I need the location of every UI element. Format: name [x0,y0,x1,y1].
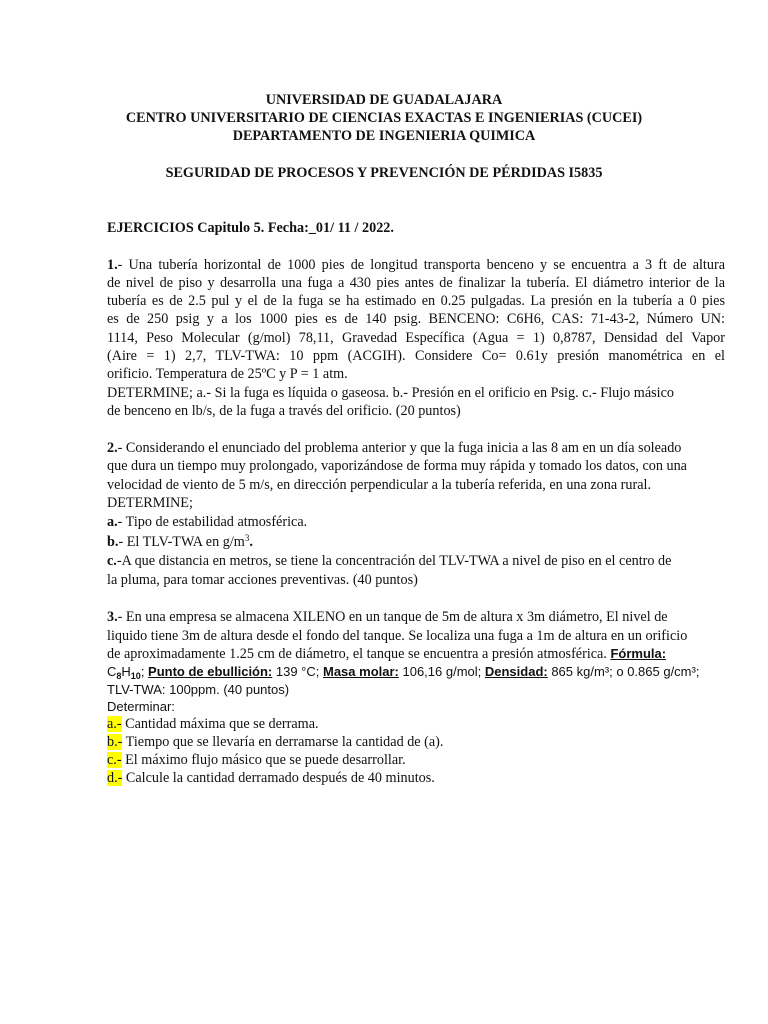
q1-line-8: DETERMINE; a.- Si la fuga es líquida o gaseosa. b.- Presión en el orificio en Psig. c.- Flujo másico [107,385,674,401]
q1-line-4: es de 250 psig y a los 1000 pies es de 140 psig. BENCENO: C6H6, CAS: 71-43-2, Número UN: [107,311,725,327]
q3-item-d: d.- Calcule la cantidad derramado después de 40 minutos. [107,770,435,786]
q1-line-9: de benceno en lb/s, de la fuga a través del orificio. (20 puntos) [107,403,461,419]
q1-line-5: 1114, Peso Molecular (g/mol) 78,11, Gravedad Específica (Agua = 1) 0,8787, Densidad del Vapor [107,330,725,346]
q3-item-b: b.- Tiempo que se llevaría en derramarse la cantidad de (a). [107,734,444,750]
q2-line-4: DETERMINE; [107,495,193,511]
density-label: Densidad: [484,664,548,679]
q3-determinar: Determinar: [107,699,175,714]
q3-item-a: a.- Cantidad máxima que se derrama. [107,716,319,732]
q3-d-label: d.- [107,770,123,786]
q2-number: 2. [107,440,118,456]
q2-a-label: a. [107,514,118,530]
q3-line-3: de aproximadamente 1.25 cm de diámetro, el tanque se encuentra a presión atmosférica. Fórmula: [107,646,667,662]
boiling-point-label: Punto de ebullición: [148,664,273,679]
q3-b-label: b.- [107,734,123,750]
course-title: SEGURIDAD DE PROCESOS Y PREVENCIÓN DE PÉRDIDAS I5835 [165,165,603,181]
q1-number: 1. [107,257,118,273]
q3-line-2: liquido tiene 3m de altura desde el fondo del tanque. Se localiza una fuga a 1m de altura en un orificio [107,628,688,644]
q3-properties-line: $C_8H_{10}$; Punto de ebullición: 139 °C; Masa molar: 106,16 g/mol; Densidad: 865 kg/m³; o 0.865 g/cm³; [107,664,700,681]
q1-line-6: (Aire = 1) 2,7, TLV-TWA: 10 ppm (ACGIH). Considere Co= 0.61y presión manométrica en el [107,348,725,364]
q3-a-label: a.- [107,716,122,732]
center-name: CENTRO UNIVERSITARIO DE CIENCIAS EXACTAS E INGENIERIAS (CUCEI) [125,110,643,126]
q3-c-label: c.- [107,752,122,768]
q2-item-a: a.- Tipo de estabilidad atmosférica. [107,514,308,530]
q3-line-1: 3.- En una empresa se almacena XILENO en un tanque de 5m de altura x 3m diámetro, El nivel de [107,609,668,625]
q2-line-1: 2.- Considerando el enunciado del problema anterior y que la fuga inicia a las 8 am en un día soleado [107,440,682,456]
formula-label: Fórmula: [610,646,667,661]
q3-item-c: c.- El máximo flujo másico que se puede desarrollar. [107,752,406,768]
q2-line-2: que dura un tiempo muy prolongado, vaporizándose de forma muy rápida y tomado los datos, con una [107,458,687,474]
q1-line-2: de nivel de piso y desarrolla una fuga a 430 pies antes de finalizar la tubería. El diámetro interior de la [107,275,725,291]
q1-line-7: orificio. Temperatura de 25ºC y P = 1 atm. [107,366,348,382]
q1-line-3: tubería es de 2.5 pul y el de la fuga se ha estimado en 0.25 pulgadas. La presión en la tubería a 0 pies [107,293,725,309]
q3-tlv-line: TLV-TWA: 100ppm. (40 puntos) [107,682,290,697]
university-name: UNIVERSIDAD DE GUADALAJARA [265,92,503,108]
department-name: DEPARTAMENTO DE INGENIERIA QUIMICA [232,128,536,144]
q1-line-1: 1.- Una tubería horizontal de 1000 pies de longitud transporta benceno y se encuentra a 3 ft de altura [107,257,725,273]
q2-c-label: c. [107,553,117,569]
exercises-title: EJERCICIOS Capitulo 5. Fecha:_01/ 11 / 2022. [107,220,394,236]
q3-number: 3. [107,609,118,625]
q2-line-3: velocidad de viento de 5 m/s, en dirección perpendicular a la tubería referida, en una zona rural. [107,477,652,493]
q2-b-label: b. [107,534,119,550]
q2-item-b: b.- El TLV-TWA en $g/m^3$. [107,533,253,550]
molar-mass-label: Masa molar: [323,664,399,679]
q2-item-c-cont: la pluma, para tomar acciones preventivas. (40 puntos) [107,572,418,588]
q2-item-c: c.-A que distancia en metros, se tiene la concentración del TLV-TWA a nivel de piso en el centro de [107,553,672,569]
